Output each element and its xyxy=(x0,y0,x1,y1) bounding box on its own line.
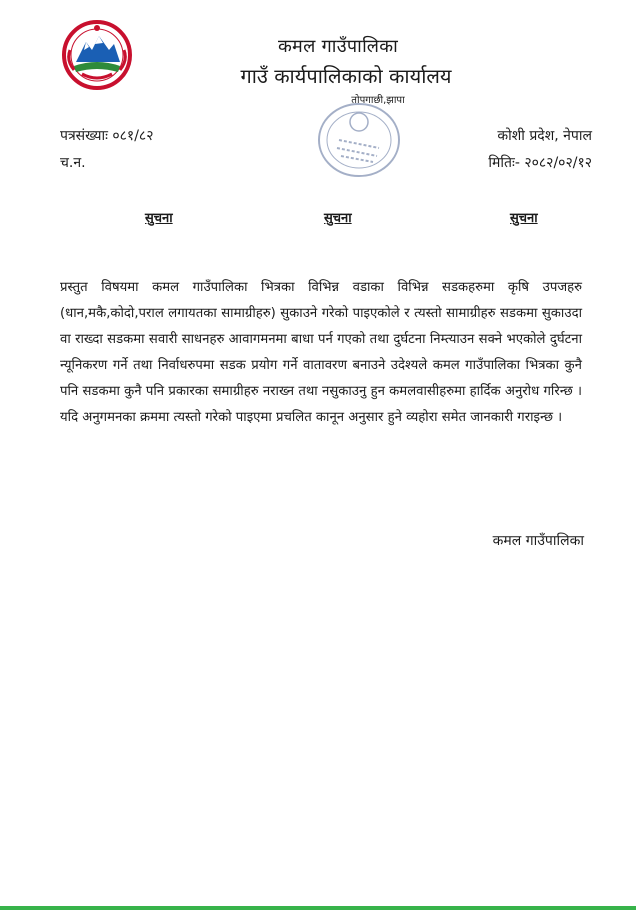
notice-heading-left: सुचना xyxy=(145,211,173,226)
reference-number: पत्रसंख्याः ०८१/८२ xyxy=(60,128,154,144)
signatory-name: कमल गाउँपालिका xyxy=(492,533,584,549)
dispatch-number: च.न. xyxy=(60,155,86,171)
bottom-border xyxy=(0,906,636,910)
province-label: कोशी प्रदेश, नेपाल xyxy=(497,128,592,144)
notice-heading-center: सुचना xyxy=(324,211,352,226)
office-address: तोपगाछी,झापा xyxy=(351,95,405,106)
office-title: गाउँ कार्यपालिकाको कार्यालय xyxy=(240,64,452,88)
notice-body-paragraph: प्रस्तुत विषयमा कमल गाउँपालिका भित्रका विभिन्न वडाका विभिन्न सडकहरुमा कृषि उपजहरु (धान,मकै,कोदो,पराल लगायतका सामाग्रीहरु) सुकाउने गरेको पाइएकोले र त्यस्तो सामाग्रीहरु सडकमा सुकाउदा वा राख्दा सडकमा सवारी साधनहरु आवागमनमा बाधा पर्न गएको तथा दुर्घटना निम्त्याउन सक्ने भएकोले दुर्घटना न्यूनिकरण गर्ने तथा निर्वाधरुपमा सडक प्रयोग गर्ने वातावरण बनाउने उदेश्यले कमल गाउँपालिका भित्रका कुनै पनि सडकमा कुनै पनि प्रकारका समाग्रीहरु नराख्न तथा नसुकाउनु हुन कमलवासीहरुमा हार्दिक अनुरोध गरिन्छ । यदि अनुगमनका क्रममा त्यस्तो गरेको पाइएमा प्रचलित कानून अनुसार हुने व्यहोरा समेत जानकारी गराइन्छ । xyxy=(60,280,582,425)
municipality-name: कमल गाउँपालिका xyxy=(277,36,399,57)
office-seal-stamp-icon xyxy=(315,100,403,180)
document-date: मितिः- २०८२/०२/१२ xyxy=(488,155,592,171)
notice-heading-right: सुचना xyxy=(510,211,538,226)
